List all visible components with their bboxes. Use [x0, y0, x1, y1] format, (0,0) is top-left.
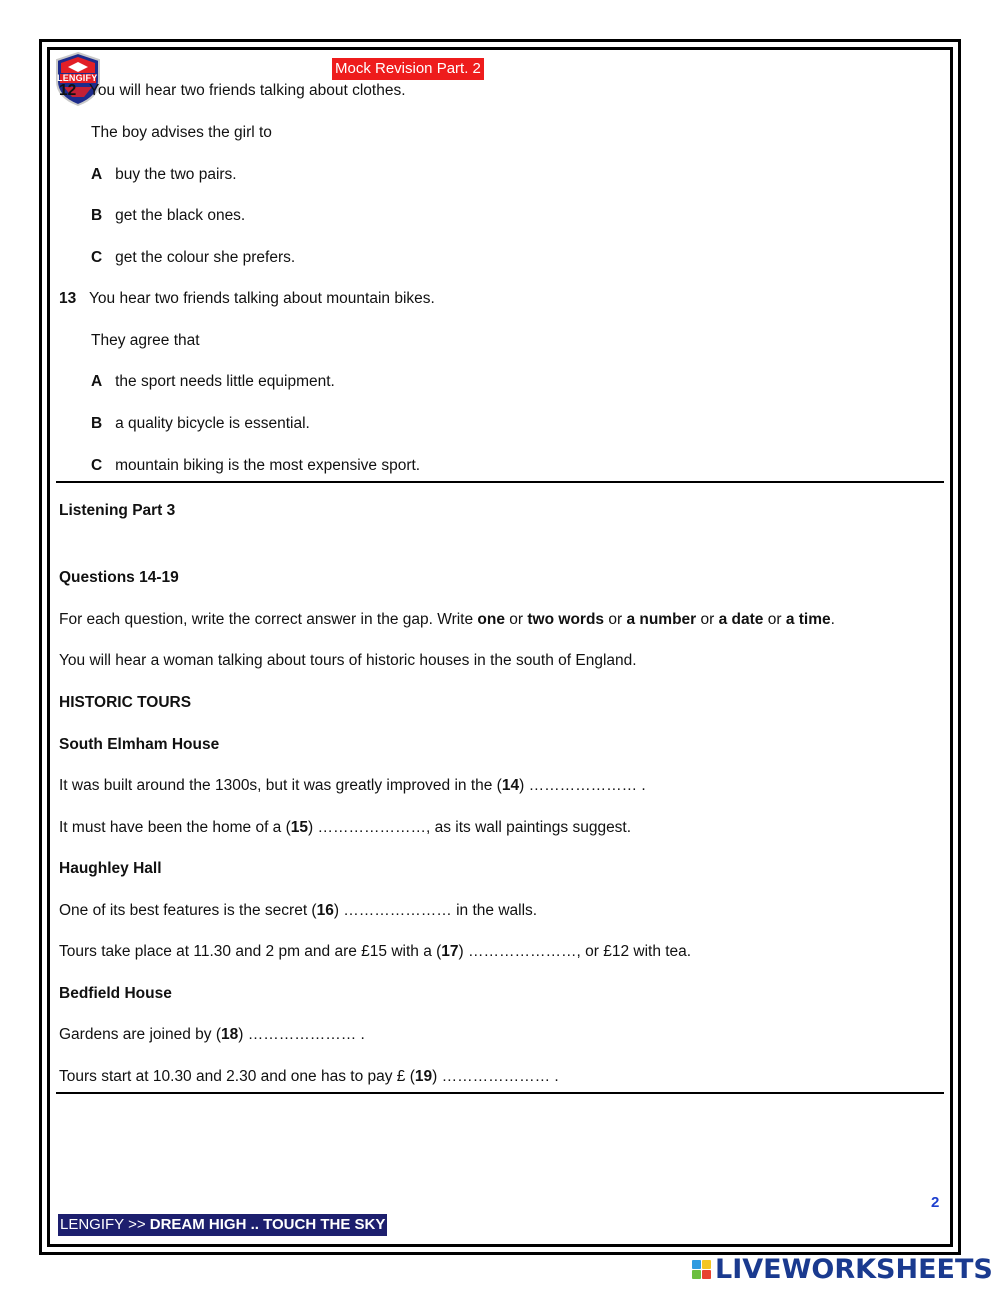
answer-gap[interactable]: ) …………………, or £12 with tea. — [458, 943, 692, 960]
sentence-text: Tours start at 10.30 and 2.30 and one has to pay £ ( — [59, 1068, 415, 1085]
answer-gap[interactable]: ) …………………, as its wall paintings suggest. — [308, 819, 632, 836]
instruction-part: or — [696, 611, 719, 628]
option-text: get the black ones. — [115, 207, 246, 224]
q13-number: 13 — [59, 290, 77, 307]
q12-prompt: You will hear two friends talking about clothes. — [89, 82, 406, 99]
gap-sentence-15 — [59, 818, 631, 838]
option-letter: B — [91, 207, 103, 224]
answer-gap[interactable]: ) ………………… in the walls. — [333, 902, 538, 919]
instruction-emphasis: a date — [718, 611, 764, 628]
gap-sentence-19 — [59, 1067, 559, 1087]
option-letter: A — [91, 373, 103, 390]
sentence-text: It was built around the 1300s, but it was greatly improved in the ( — [59, 777, 502, 794]
instruction-part: or — [604, 611, 627, 628]
sentence-text: It must have been the home of a ( — [59, 819, 291, 836]
answer-gap[interactable]: ) ………………… . — [519, 777, 646, 794]
logo-square — [702, 1260, 711, 1269]
section-divider-bottom — [56, 1092, 944, 1094]
instruction-part: or — [504, 611, 528, 628]
instruction-emphasis: a time — [785, 611, 831, 628]
footer-brand: LENGIFY >> — [60, 1216, 150, 1233]
gap-number: 15 — [290, 819, 309, 836]
gap-number: 18 — [220, 1026, 239, 1043]
q12-number: 12 — [59, 82, 77, 99]
liveworksheets-watermark[interactable] — [692, 1254, 993, 1284]
option-text: mountain biking is the most expensive sport. — [115, 457, 421, 474]
liveworksheets-logo-icon — [692, 1260, 711, 1279]
section-divider — [56, 481, 944, 483]
instruction-part: For each question, write the correct answer in the gap. Write — [59, 611, 478, 628]
option-letter: A — [91, 166, 103, 183]
sentence-text: Gardens are joined by ( — [59, 1026, 221, 1043]
answer-gap[interactable]: ) ………………… . — [238, 1026, 365, 1043]
house-heading-haughley: Haughley Hall — [59, 860, 162, 877]
questions-heading: Questions 14-19 — [59, 569, 179, 586]
option-letter: B — [91, 415, 103, 432]
q13-option-b[interactable] — [91, 414, 310, 434]
gap-sentence-16 — [59, 901, 537, 921]
option-text: buy the two pairs. — [115, 166, 237, 183]
q13-option-a[interactable] — [91, 372, 335, 392]
option-letter: C — [91, 457, 103, 474]
instruction-part: or — [763, 611, 786, 628]
sentence-text: One of its best features is the secret ( — [59, 902, 317, 919]
instruction-emphasis: two words — [527, 611, 605, 628]
liveworksheets-text: LIVEWORKSHEETS — [715, 1253, 993, 1285]
house-heading-bedfield: Bedfield House — [59, 985, 172, 1002]
option-text: the sport needs little equipment. — [115, 373, 335, 390]
part3-heading: Listening Part 3 — [59, 502, 176, 519]
gap-number: 17 — [441, 943, 459, 960]
page-title: Mock Revision Part. 2 — [332, 58, 484, 80]
q13-prompt: You hear two friends talking about mountain bikes. — [89, 290, 435, 307]
logo-text: LENGIFY — [57, 73, 98, 83]
gap-sentence-14 — [59, 776, 646, 796]
sentence-text: Tours take place at 11.30 and 2 pm and are £15 with a ( — [59, 943, 442, 960]
instruction-text — [59, 610, 835, 630]
logo-square — [692, 1270, 701, 1279]
instruction-emphasis: one — [477, 611, 505, 628]
gap-number: 16 — [316, 902, 334, 919]
section-title: HISTORIC TOURS — [59, 694, 192, 711]
gap-number: 19 — [414, 1068, 433, 1085]
q12-option-a[interactable] — [91, 165, 237, 185]
option-text: a quality bicycle is essential. — [115, 415, 310, 432]
q12-option-c[interactable] — [91, 248, 295, 268]
logo-square — [702, 1270, 711, 1279]
answer-gap[interactable]: ) ………………… . — [432, 1068, 559, 1085]
intro-text: You will hear a woman talking about tours of historic houses in the south of England. — [59, 652, 637, 669]
gap-sentence-18 — [59, 1025, 365, 1045]
gap-sentence-17 — [59, 942, 691, 962]
option-text: get the colour she prefers. — [115, 249, 296, 266]
q13-stem: They agree that — [91, 332, 200, 349]
house-heading-south-elmham: South Elmham House — [59, 736, 220, 753]
gap-number: 14 — [501, 777, 520, 794]
instruction-emphasis: a number — [626, 611, 697, 628]
q12-option-b[interactable] — [91, 206, 245, 226]
page-number: 2 — [931, 1194, 940, 1211]
q12-stem: The boy advises the girl to — [91, 124, 272, 141]
logo-square — [692, 1260, 701, 1269]
q13-option-c[interactable] — [91, 456, 420, 476]
instruction-part: . — [830, 611, 835, 628]
footer-slogan — [58, 1214, 387, 1236]
footer-slogan-text: DREAM HIGH .. TOUCH THE SKY — [149, 1216, 386, 1233]
option-letter: C — [91, 249, 103, 266]
